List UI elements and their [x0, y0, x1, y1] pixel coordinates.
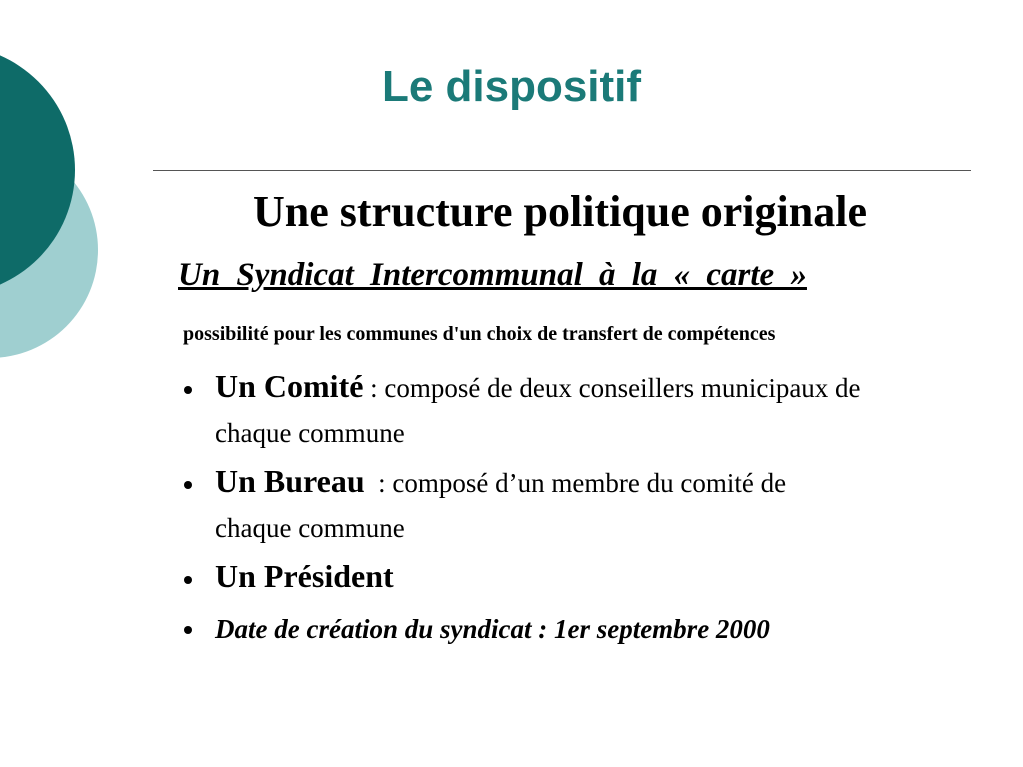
bullet-label: Un Bureau	[215, 463, 365, 499]
bullet-label: Un Comité	[215, 368, 364, 404]
slide-subheading: Un Syndicat Intercommunal à la « carte »	[178, 257, 807, 293]
bullet-dot	[184, 626, 192, 634]
bullet-dot	[184, 576, 192, 584]
bullet-label: Un Président	[215, 558, 394, 594]
bullet-bureau	[180, 459, 990, 546]
bullet-text: : composé de deux conseillers municipaux de	[363, 373, 861, 403]
bullet-dot	[184, 386, 192, 394]
bullet-date	[180, 609, 990, 649]
bullet-text: Date de création du syndicat : 1er septembre 2000	[215, 614, 770, 644]
bullet-president	[180, 554, 990, 605]
bullet-continuation: chaque commune	[215, 418, 405, 448]
bullet-continuation: chaque commune	[215, 513, 405, 543]
title-divider	[153, 170, 971, 171]
bullet-list	[180, 364, 990, 649]
bullet-dot	[184, 481, 192, 489]
slide-heading: Une structure politique originale	[253, 187, 867, 236]
bullet-comite	[180, 364, 990, 451]
transfer-note: possibilité pour les communes d'un choix de transfert de compétences	[183, 323, 776, 345]
slide-title: Le dispositif	[381, 62, 642, 111]
bullet-text: : composé d’un membre du comité de	[364, 468, 787, 498]
